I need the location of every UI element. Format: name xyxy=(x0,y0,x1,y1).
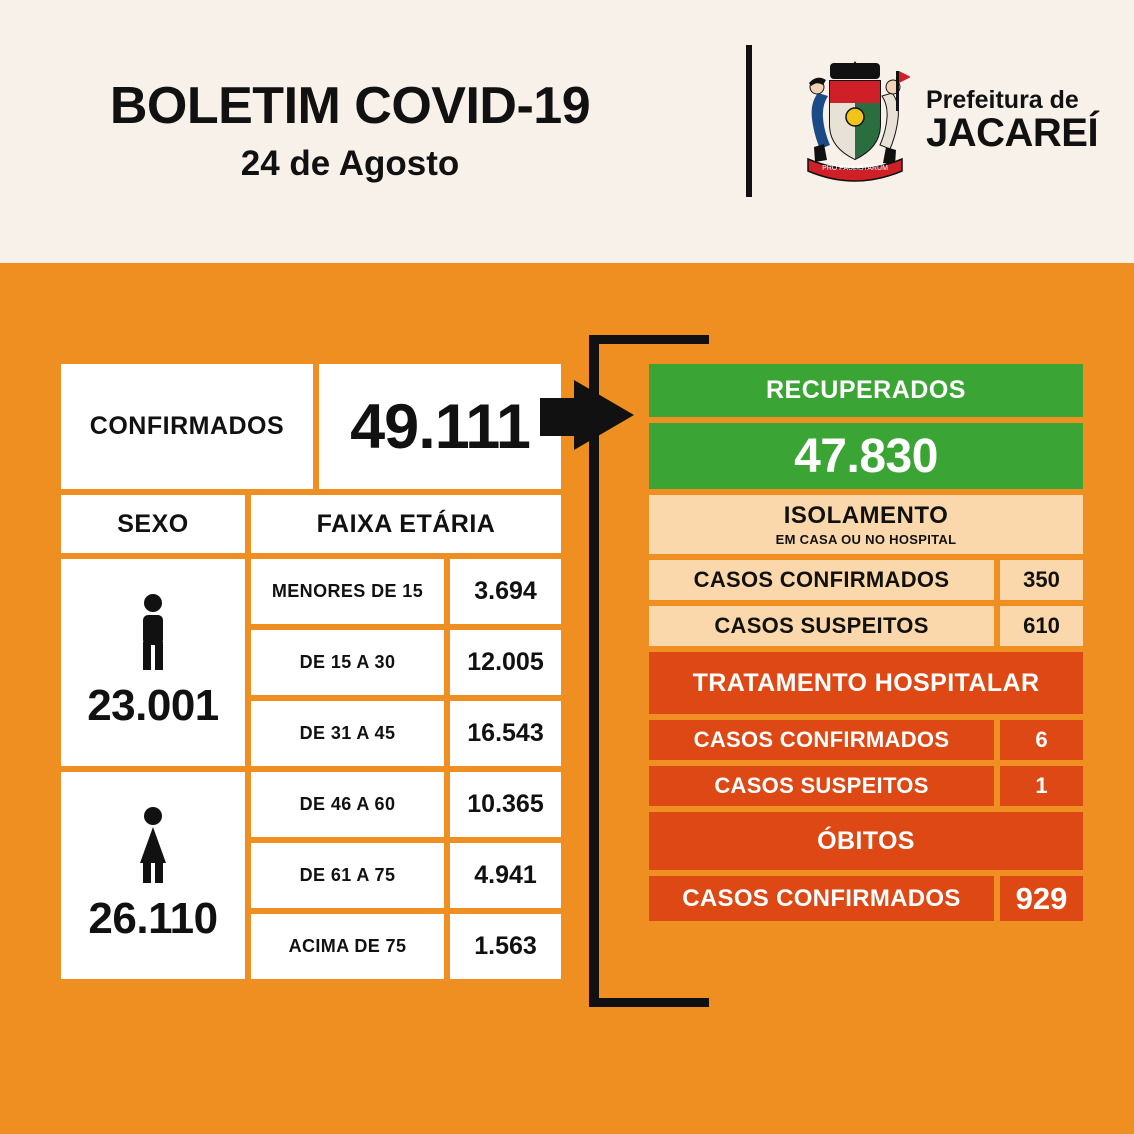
deaths-confirmed-label: CASOS CONFIRMADOS xyxy=(646,873,997,924)
deaths-confirmed-value: 929 xyxy=(997,873,1086,924)
hospital-confirmed-value: 6 xyxy=(997,717,1086,763)
age-row xyxy=(248,840,564,911)
age-value: 3.694 xyxy=(447,556,564,627)
age-value: 4.941 xyxy=(447,840,564,911)
sex-and-age-row xyxy=(58,556,564,982)
female-cell xyxy=(58,769,248,982)
age-row xyxy=(248,627,564,698)
female-icon xyxy=(130,807,176,888)
confirmed-label: CONFIRMADOS xyxy=(58,361,316,492)
bracket-top-line xyxy=(589,335,709,344)
confirmed-row xyxy=(58,361,564,492)
hospital-suspected-row xyxy=(646,763,1086,809)
arrow-right-icon xyxy=(574,380,634,450)
age-value: 12.005 xyxy=(447,627,564,698)
hospital-title: TRATAMENTO HOSPITALAR xyxy=(646,649,1086,717)
sex-column xyxy=(58,556,248,982)
recovered-label: RECUPERADOS xyxy=(646,361,1086,420)
age-row xyxy=(248,556,564,627)
isolation-subtitle: EM CASA OU NO HOSPITAL xyxy=(775,532,957,547)
age-value: 10.365 xyxy=(447,769,564,840)
deaths-confirmed-row xyxy=(646,873,1086,924)
svg-text:PRO PAULISTARUM: PRO PAULISTARUM xyxy=(822,165,888,172)
brand-city-label: JACAREÍ xyxy=(926,110,1099,155)
isolation-confirmed-row xyxy=(646,557,1086,603)
age-column xyxy=(248,556,564,982)
isolation-suspected-value: 610 xyxy=(997,603,1086,649)
age-row xyxy=(248,769,564,840)
age-label: MENORES DE 15 xyxy=(248,556,447,627)
table-headers-row xyxy=(58,492,564,556)
age-row xyxy=(248,911,564,982)
age-label: ACIMA DE 75 xyxy=(248,911,447,982)
brand-prefeitura-label: Prefeitura de xyxy=(926,85,1079,114)
hospital-confirmed-row xyxy=(646,717,1086,763)
deaths-title: ÓBITOS xyxy=(646,809,1086,873)
hospital-suspected-label: CASOS SUSPEITOS xyxy=(646,763,997,809)
male-cell xyxy=(58,556,248,769)
female-value: 26.110 xyxy=(88,894,218,943)
male-value: 23.001 xyxy=(87,681,219,730)
isolation-confirmed-label: CASOS CONFIRMADOS xyxy=(646,557,997,603)
recovered-value: 47.830 xyxy=(646,420,1086,492)
age-label: DE 46 A 60 xyxy=(248,769,447,840)
age-row xyxy=(248,698,564,769)
isolation-header xyxy=(646,492,1086,557)
page-date: 24 de Agosto xyxy=(240,143,460,183)
isolation-suspected-label: CASOS SUSPEITOS xyxy=(646,603,997,649)
sex-header: SEXO xyxy=(58,492,248,556)
hospital-suspected-value: 1 xyxy=(997,763,1086,809)
bracket-bottom-line xyxy=(589,998,709,1007)
hospital-confirmed-label: CASOS CONFIRMADOS xyxy=(646,717,997,763)
isolation-suspected-row xyxy=(646,603,1086,649)
header-divider xyxy=(746,45,752,197)
age-value: 1.563 xyxy=(447,911,564,982)
header xyxy=(0,0,1134,263)
age-header: FAIXA ETÁRIA xyxy=(248,492,564,556)
isolation-title: ISOLAMENTO xyxy=(783,502,949,529)
header-titles xyxy=(0,79,740,184)
right-stats-panel xyxy=(646,361,1086,924)
age-label: DE 61 A 75 xyxy=(248,840,447,911)
left-stats-table xyxy=(58,361,564,982)
age-value: 16.543 xyxy=(447,698,564,769)
brand xyxy=(800,55,1098,185)
male-icon xyxy=(132,594,174,675)
page-title: BOLETIM COVID-19 xyxy=(109,77,591,136)
crest-icon xyxy=(800,55,910,185)
confirmed-value: 49.111 xyxy=(316,361,564,492)
brand-text xyxy=(926,85,1099,155)
isolation-confirmed-value: 350 xyxy=(997,557,1086,603)
age-label: DE 15 A 30 xyxy=(248,627,447,698)
age-label: DE 31 A 45 xyxy=(248,698,447,769)
